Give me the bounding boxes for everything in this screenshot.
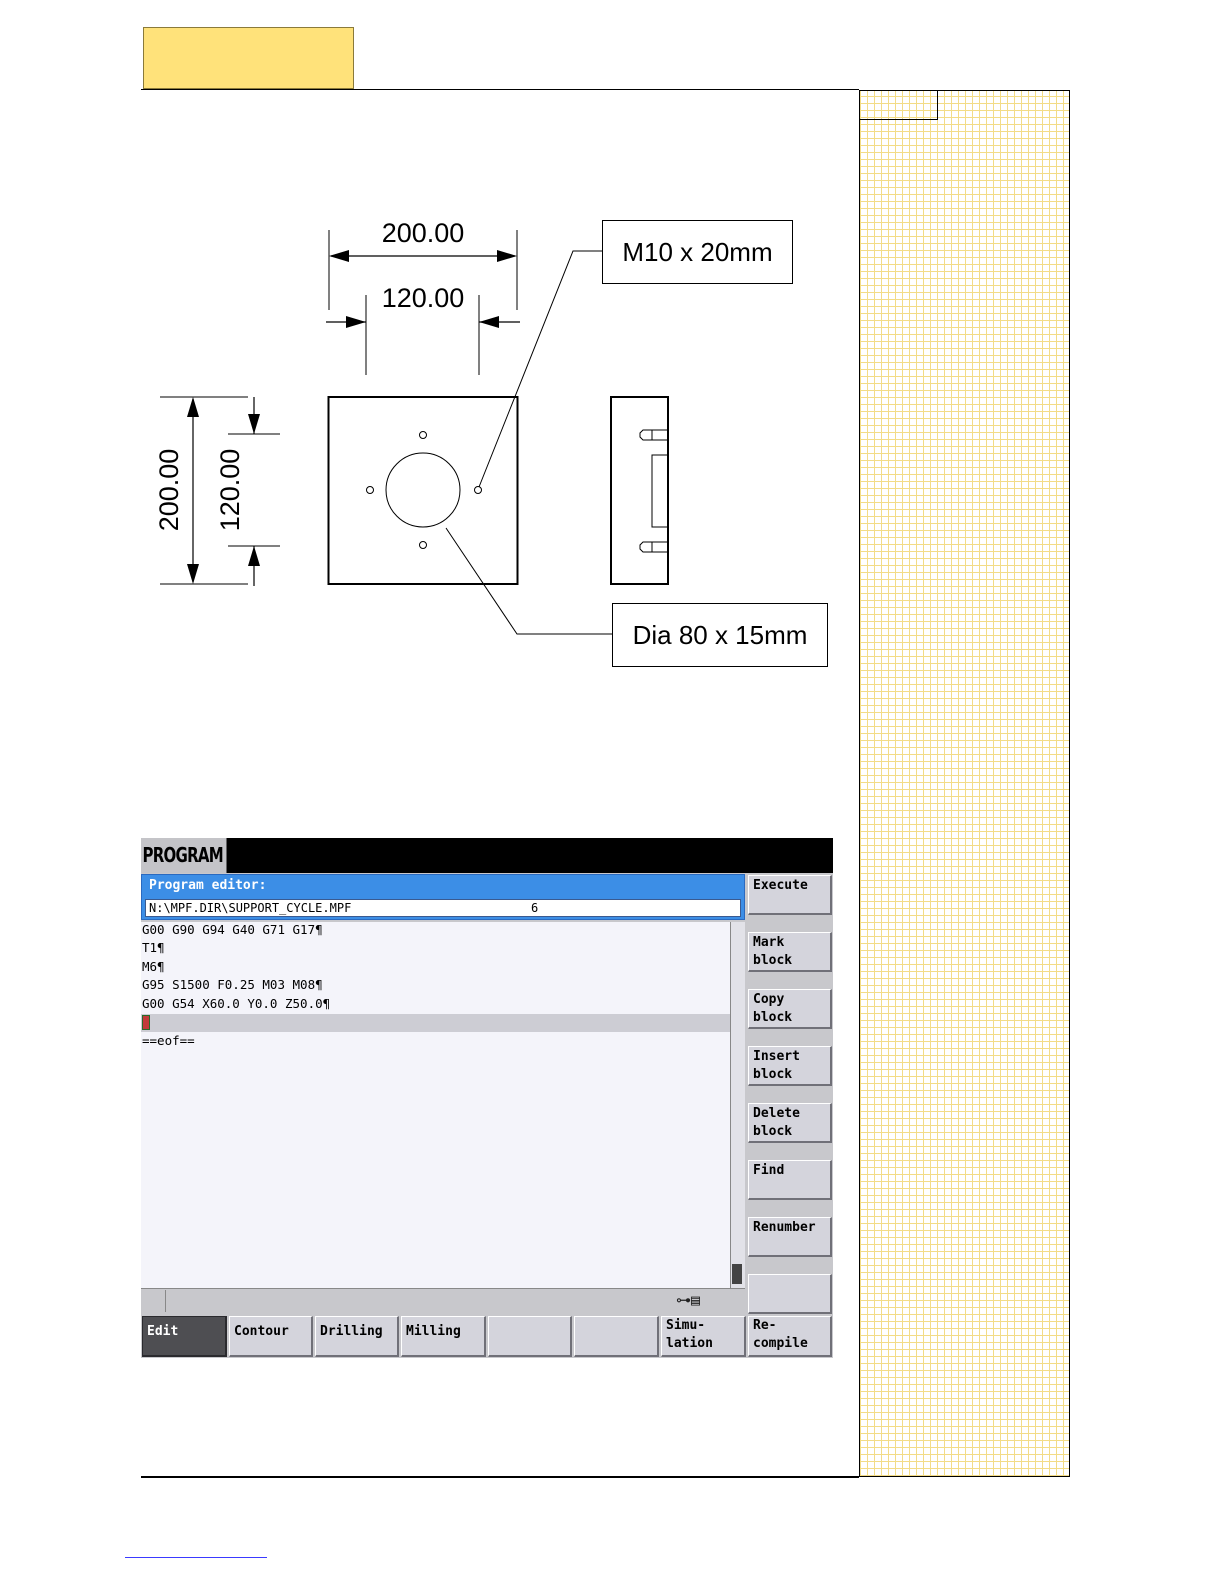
program-editor-label: Program editor:	[149, 878, 267, 893]
program-line-number: 6	[531, 901, 539, 915]
softkey-horizontal-empty[interactable]	[488, 1316, 572, 1357]
bottom-rule	[141, 1476, 859, 1478]
dim-side-hole-spacing: 120.00	[215, 448, 245, 532]
code-scrollbar[interactable]	[730, 922, 745, 1288]
softkey-edit[interactable]: Edit	[142, 1316, 227, 1357]
dim-side-height: 200.00	[154, 448, 184, 532]
softkey-renumber[interactable]: Renumber	[748, 1217, 832, 1257]
sidebar-header-box	[859, 90, 938, 120]
cnc-mode-title: PROGRAM	[141, 838, 227, 873]
arrow-head	[187, 564, 199, 584]
top-rule	[141, 89, 859, 90]
program-editor-header	[141, 874, 745, 920]
arrow-head	[479, 316, 499, 328]
side-tap-section	[640, 542, 668, 552]
status-divider	[165, 1290, 166, 1312]
arrow-head	[329, 250, 349, 262]
softkey-drilling[interactable]: Drilling	[315, 1316, 399, 1357]
end-of-file-marker: ==eof==	[142, 1033, 195, 1048]
leader-tap	[479, 251, 602, 487]
arrow-head	[248, 546, 260, 566]
footer-link-underline	[125, 1557, 267, 1558]
program-file-field[interactable]	[145, 899, 741, 917]
code-line[interactable]: T1¶	[142, 940, 165, 955]
program-file-path: N:\MPF.DIR\SUPPORT_CYCLE.MPF	[149, 901, 352, 915]
softkey-vertical-empty[interactable]	[748, 1274, 832, 1314]
plate-side-view	[611, 397, 668, 584]
tapped-hole	[420, 542, 427, 549]
softkey-copy-block[interactable]: Copy block	[748, 989, 832, 1029]
cnc-program-screen	[141, 838, 833, 1358]
code-line[interactable]: G00 G54 X60.0 Y0.0 Z50.0¶	[142, 996, 331, 1011]
side-tap-section	[640, 430, 668, 440]
side-bore-section	[652, 455, 668, 527]
grid-sidebar	[859, 90, 1070, 1477]
arrow-head	[497, 250, 517, 262]
softkey-execute[interactable]: Execute	[748, 875, 832, 915]
code-line[interactable]: M6¶	[142, 959, 165, 974]
softkey-contour[interactable]: Contour	[229, 1316, 313, 1357]
dim-top-hole-spacing: 120.00	[381, 283, 465, 313]
dim-top-width: 200.00	[381, 218, 465, 248]
softkey-simulation[interactable]: Simu- lation	[661, 1316, 746, 1357]
softkey-recompile[interactable]: Re- compile	[748, 1316, 832, 1357]
leader-bore	[446, 528, 612, 634]
header-tab	[143, 27, 354, 89]
tapped-hole	[367, 487, 374, 494]
program-code-area[interactable]	[141, 922, 730, 1288]
channel-status-icon: ⊶▤	[676, 1291, 701, 1309]
softkey-find[interactable]: Find	[748, 1160, 832, 1200]
softkey-insert-block[interactable]: Insert block	[748, 1046, 832, 1086]
scrollbar-thumb[interactable]	[732, 1264, 742, 1284]
callout-bore: Dia 80 x 15mm	[612, 603, 828, 667]
arrow-head	[346, 316, 366, 328]
callout-tap: M10 x 20mm	[602, 220, 793, 284]
status-bar	[141, 1288, 745, 1314]
code-line[interactable]: G95 S1500 F0.25 M03 M08¶	[142, 977, 323, 992]
softkey-horizontal-empty[interactable]	[574, 1316, 659, 1357]
center-bore	[386, 453, 460, 527]
tapped-hole	[475, 487, 482, 494]
softkey-mark-block[interactable]: Mark block	[748, 932, 832, 972]
cursor-line-highlight	[141, 1014, 730, 1032]
cnc-title-bar	[141, 838, 833, 873]
arrow-head	[187, 397, 199, 417]
arrow-head	[248, 414, 260, 434]
code-line[interactable]: G00 G90 G94 G40 G71 G17¶	[142, 922, 323, 937]
tapped-hole	[420, 432, 427, 439]
plate-front-view	[329, 397, 518, 584]
text-cursor	[142, 1015, 150, 1030]
softkey-milling[interactable]: Milling	[401, 1316, 486, 1357]
softkey-delete-block[interactable]: Delete block	[748, 1103, 832, 1143]
